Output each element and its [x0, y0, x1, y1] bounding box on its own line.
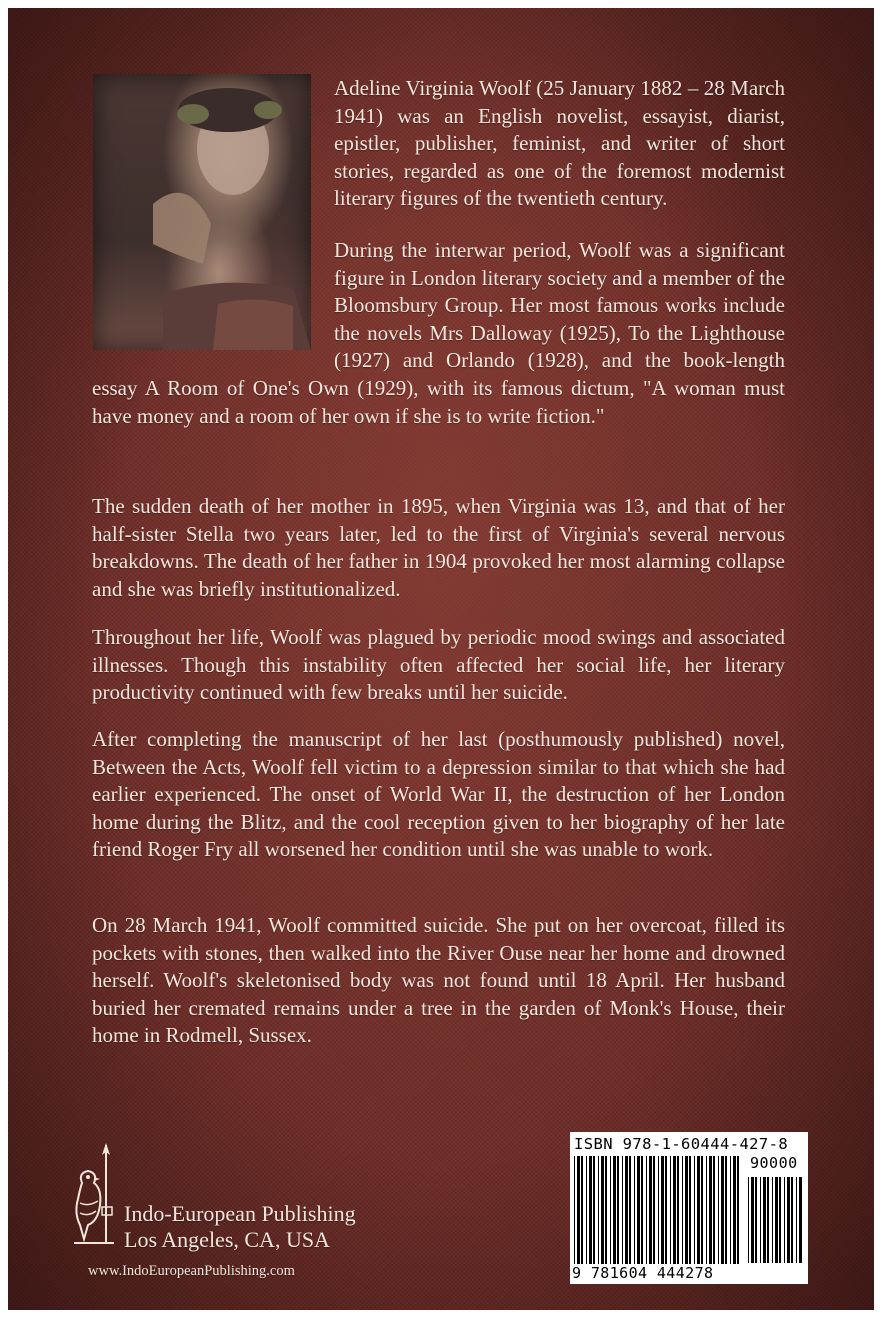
- barcode-bar: [775, 1177, 778, 1263]
- barcode-bar: [706, 1156, 707, 1264]
- barcode-bar: [760, 1177, 761, 1263]
- barcode-bar: [625, 1156, 628, 1264]
- publisher-location: Los Angeles, CA, USA: [124, 1227, 330, 1252]
- barcode-bar: [673, 1156, 676, 1264]
- publisher-website[interactable]: www.IndoEuropeanPublishing.com: [88, 1263, 295, 1279]
- barcode-bar: [748, 1177, 749, 1263]
- barcode-bar: [725, 1156, 727, 1264]
- barcode-bar: [586, 1156, 587, 1264]
- barcode-bar: [622, 1156, 623, 1264]
- barcode-bar: [713, 1156, 715, 1264]
- barcode-bar: [784, 1177, 785, 1263]
- barcode-bar: [763, 1177, 766, 1263]
- barcode-bar: [649, 1156, 652, 1264]
- publisher-block: [68, 1143, 448, 1283]
- price-code: 90000: [750, 1154, 798, 1172]
- barcode-bar: [733, 1156, 736, 1264]
- bird-spear-logo-icon: [68, 1143, 120, 1253]
- barcode-bar: [796, 1177, 797, 1263]
- barcode-bar: [593, 1156, 595, 1264]
- publisher-name: Indo-European Publishing: [124, 1201, 356, 1226]
- back-cover: [8, 8, 874, 1310]
- barcode-bar: [629, 1156, 631, 1264]
- barcode-bar: [641, 1156, 643, 1264]
- barcode-bar: [694, 1156, 695, 1264]
- barcode-bar: [772, 1177, 773, 1263]
- barcode-bar: [613, 1156, 616, 1264]
- barcode-bars: [574, 1156, 744, 1266]
- barcode-addon-bars: [748, 1177, 804, 1277]
- barcode-bar: [737, 1156, 739, 1264]
- barcode-bar: [601, 1156, 604, 1264]
- barcode-bar: [682, 1156, 683, 1264]
- barcode-bar: [646, 1156, 647, 1264]
- barcode-bar: [685, 1156, 688, 1264]
- barcode-bar: [755, 1177, 757, 1263]
- barcode-bar: [653, 1156, 655, 1264]
- barcode-digits: 9 781604 444278: [572, 1264, 714, 1282]
- barcode-bar: [751, 1177, 754, 1263]
- barcode-bar: [605, 1156, 607, 1264]
- portrait-wrap-spacer: [92, 237, 334, 355]
- barcode-bar: [617, 1156, 619, 1264]
- barcode-bar: [787, 1177, 790, 1263]
- barcode-bar: [581, 1156, 583, 1264]
- barcode-bar: [670, 1156, 671, 1264]
- barcode-bar: [799, 1177, 802, 1263]
- paragraph-intro: Adeline Virginia Woolf (25 January 1882 – 28 March 1941) was an English novelist, essayist, diarist, epistler, publisher, feminist, and writer of short stories, regarded as one of the foremost modernist literary figures of the twentieth century.: [334, 76, 785, 211]
- isbn-barcode: [570, 1132, 808, 1284]
- barcode-bar: [677, 1156, 679, 1264]
- barcode-bar: [767, 1177, 769, 1263]
- barcode-bar: [665, 1156, 667, 1264]
- barcode-bar: [709, 1156, 712, 1264]
- barcode-bar: [610, 1156, 611, 1264]
- paragraph-interwar: [92, 237, 785, 430]
- barcode-bar: [577, 1156, 580, 1264]
- barcode-bar: [658, 1156, 659, 1264]
- barcode-bar: [634, 1156, 635, 1264]
- barcode-bar: [598, 1156, 599, 1264]
- barcode-bar: [689, 1156, 691, 1264]
- barcode-bar: [661, 1156, 664, 1264]
- paragraph-death: On 28 March 1941, Woolf committed suicide. She put on her overcoat, filled its pockets with stones, then walked into the River Ouse near her home and drowned herself. Woolf's skeletonised body was not found until 18 April. Her husband buried her cremated remains under a tree in the garden of Monk's House, their home in Rodmell, Sussex.: [92, 913, 785, 1048]
- barcode-bar: [637, 1156, 640, 1264]
- paragraph-last-novel: After completing the manuscript of her last (posthumously published) novel, Between the Acts, Woolf fell victim to a depression similar to that which she had earlier experienced. The onset of World War II, the destruction of her London home during the Blitz, and the cool reception given to her biography of her late friend Roger Fry all worsened her condition until she was unable to work.: [92, 727, 785, 862]
- isbn-label: ISBN 978-1-60444-427-8: [574, 1135, 789, 1153]
- barcode-bar: [701, 1156, 703, 1264]
- paragraph-breakdowns: The sudden death of her mother in 1895, when Virginia was 13, and that of her half-sister Stella two years later, led to the first of Virginia's several nervous breakdowns. The death of her father in 1904 provoked her most alarming collapse and she was briefly institutionalized.: [92, 494, 785, 601]
- barcode-bar: [589, 1156, 592, 1264]
- barcode-bar: [697, 1156, 700, 1264]
- paragraph-interwar-text: During the interwar period, Woolf was a significant figure in London literary society and a member of the Bloomsbury Group. Her most famous works include the novels Mrs Dalloway (1925), To the Lighthouse (1927) and Orlando (1928), and the book-length essay A Room of One's Own (1929), with its famous dictum, "A woman must have money and a room of her own if she is to write fiction.": [92, 238, 785, 428]
- barcode-bar: [791, 1177, 793, 1263]
- barcode-bar: [718, 1156, 719, 1264]
- barcode-bar: [721, 1156, 724, 1264]
- paragraph-illnesses: Throughout her life, Woolf was plagued by periodic mood swings and associated illnesses. Though this instability often affected her social life, her literary productivity continued with few breaks until her suicide.: [92, 625, 785, 705]
- barcode-bar: [730, 1156, 731, 1264]
- barcode-bar: [779, 1177, 781, 1263]
- barcode-bar: [574, 1156, 575, 1264]
